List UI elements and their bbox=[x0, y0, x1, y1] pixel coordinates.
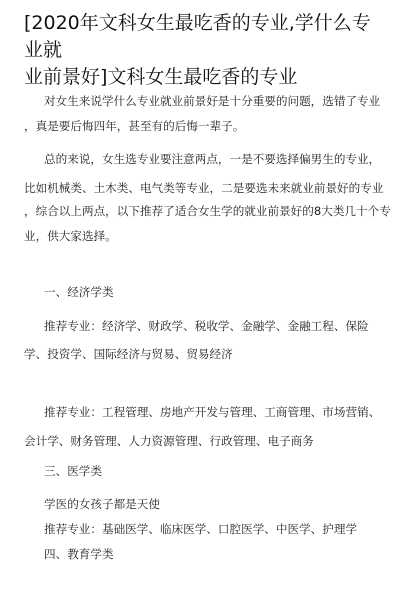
summary-paragraph-line-2: 比如机械类、土木类、电气类等专业，二是要选未来就业前景好的专业 bbox=[24, 181, 384, 195]
economics-majors-line-1: 推荐专业：经济学、财政学、税收学、金融学、金融工程、保险 bbox=[44, 319, 369, 333]
title-line-1: [2020年文科女生最吃香的专业,学什么专业就 bbox=[24, 12, 371, 61]
summary-paragraph-line-4: 业，供大家选择。 bbox=[24, 229, 117, 243]
summary-paragraph-line-1: 总的来说，女生选专业要注意两点，一是不要选择偏男生的专业， bbox=[44, 152, 381, 166]
section-heading-medicine: 三、医学类 bbox=[44, 464, 102, 478]
section-heading-economics: 一、经济学类 bbox=[44, 285, 114, 299]
intro-paragraph-line-2: ，真是要后悔四年，甚至有的后悔一辈子。 bbox=[24, 119, 245, 133]
management-majors-line-1: 推荐专业：工程管理、房地产开发与管理、工商管理、市场营销、 bbox=[44, 405, 381, 419]
title-line-2: 业前景好]文科女生最吃香的专业 bbox=[24, 66, 298, 88]
medicine-note: 学医的女孩子都是天使 bbox=[44, 497, 160, 511]
management-majors-line-2: 会计学、财务管理、人力资源管理、行政管理、电子商务 bbox=[24, 434, 314, 448]
section-heading-education: 四、教育学类 bbox=[44, 547, 114, 561]
document-title bbox=[24, 10, 384, 91]
economics-majors-line-2: 学、投资学、国际经济与贸易、贸易经济 bbox=[24, 347, 233, 361]
medicine-majors: 推荐专业：基础医学、临床医学、口腔医学、中医学、护理学 bbox=[44, 522, 358, 536]
summary-paragraph-line-3: ，综合以上两点，以下推荐了适合女生学的就业前景好的8大类几十个专 bbox=[24, 204, 391, 218]
intro-paragraph-line-1: 对女生来说学什么专业就业前景好是十分重要的问题，选错了专业 bbox=[44, 94, 381, 108]
